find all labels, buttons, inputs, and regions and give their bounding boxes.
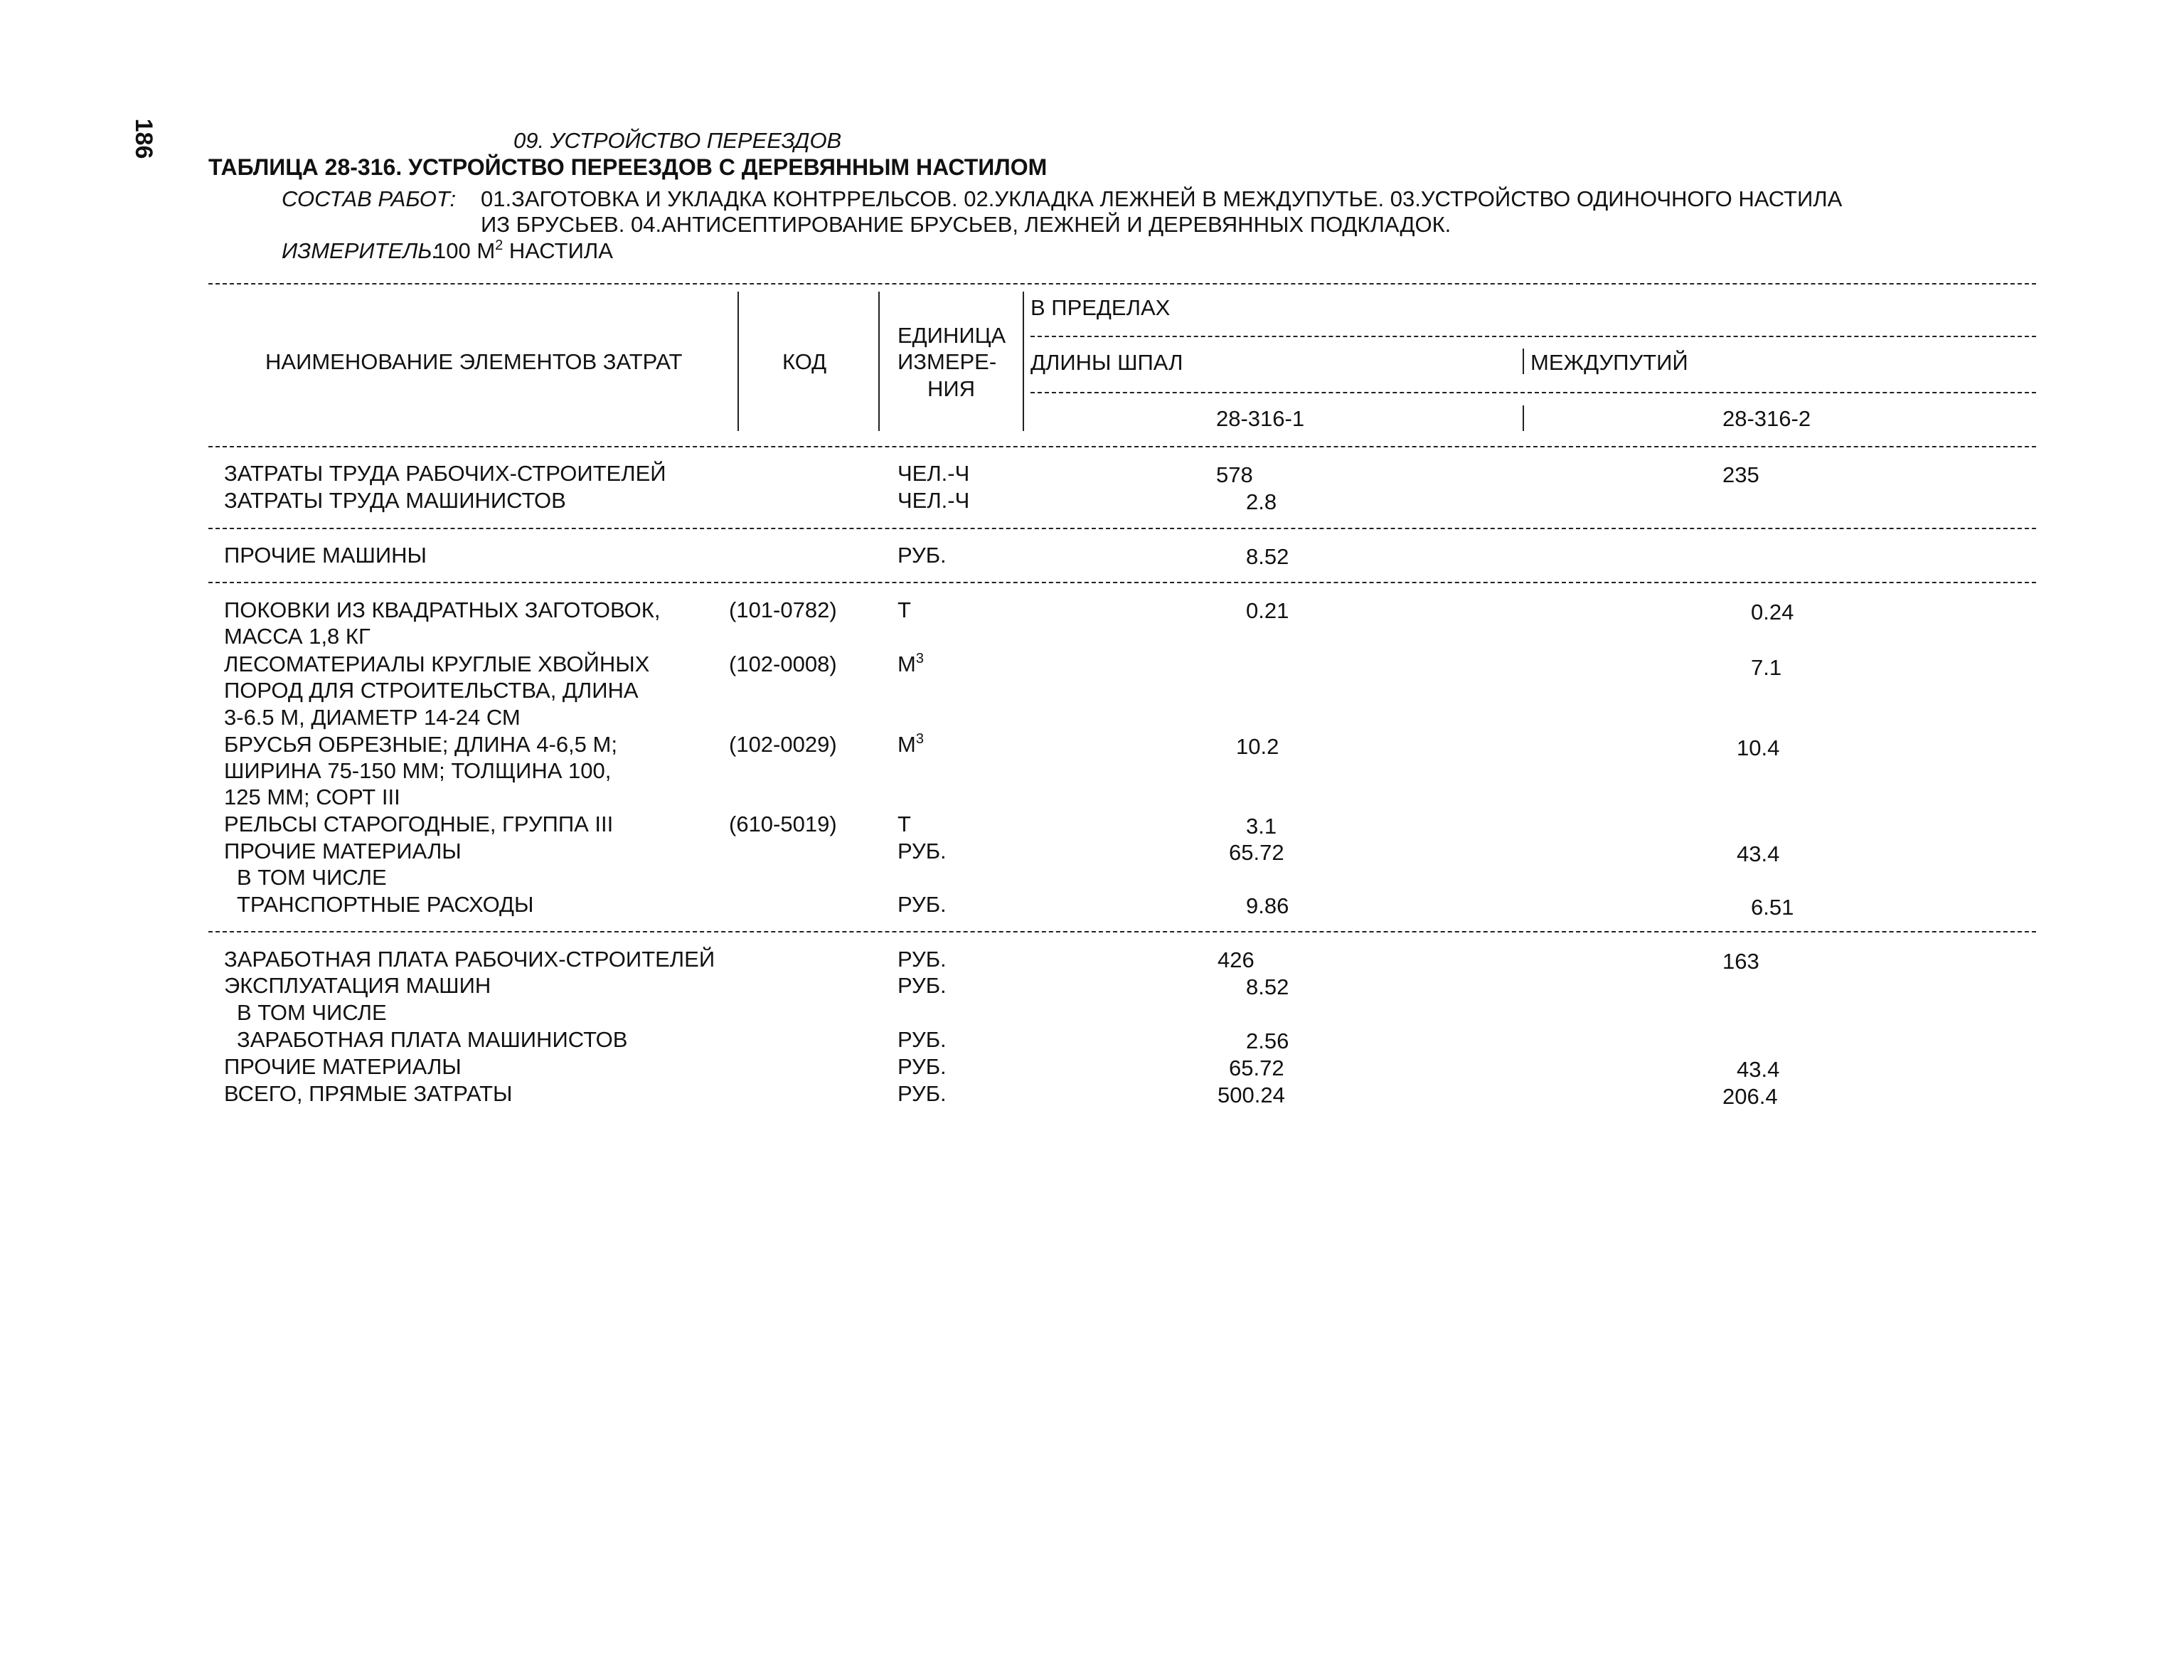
row-name: ПОКОВКИ ИЗ КВАДРАТНЫХ ЗАГОТОВОК,	[224, 597, 661, 622]
row-value-1: 3.1	[1246, 814, 1277, 839]
row-name-cont: 125 ММ; СОРТ III	[224, 785, 400, 809]
row-code: (101-0782)	[729, 597, 837, 622]
header-code-col: КОД	[782, 349, 827, 374]
row-name: ЭКСПЛУАТАЦИЯ МАШИН	[224, 973, 491, 998]
row-name: БРУСЬЯ ОБРЕЗНЫЕ; ДЛИНА 4-6,5 М;	[224, 732, 617, 757]
row-name: ЗАРАБОТНАЯ ПЛАТА МАШИНИСТОВ	[237, 1027, 628, 1052]
row-name-cont: 3-6.5 М, ДИАМЕТР 14-24 СМ	[224, 705, 521, 730]
row-unit: РУБ.	[897, 1081, 947, 1106]
header-unit-line-1: ЕДИНИЦА	[897, 323, 1006, 348]
table-top-rule	[208, 283, 2036, 285]
row-value-2: 206.4	[1722, 1084, 1778, 1109]
row-value-1: 426	[1218, 947, 1255, 972]
header-divider-unit-values	[1023, 292, 1024, 431]
row-value-1: 10.2	[1236, 734, 1279, 759]
header-sub-between-tracks: МЕЖДУПУТИЙ	[1530, 350, 1688, 375]
section-rule	[208, 582, 2036, 583]
row-name: ЛЕСОМАТЕРИАЛЫ КРУГЛЫЕ ХВОЙНЫХ	[224, 652, 650, 676]
header-rule-1	[1030, 336, 2036, 337]
header-divider-sub	[1523, 349, 1524, 374]
row-unit: Т	[897, 812, 911, 836]
row-value-1: 578	[1216, 462, 1253, 487]
header-rule-2	[1030, 392, 2036, 393]
row-name: ЗАРАБОТНАЯ ПЛАТА РАБОЧИХ-СТРОИТЕЛЕЙ	[224, 947, 715, 972]
row-value-1: 0.21	[1246, 598, 1289, 623]
row-name-cont: МАССА 1,8 КГ	[224, 624, 371, 649]
header-divider-code-unit	[878, 292, 880, 431]
row-value-1: 65.72	[1229, 840, 1284, 865]
header-divider-name-code	[737, 292, 739, 431]
header-bottom-rule	[208, 446, 2036, 447]
composition-label: СОСТАВ РАБОТ:	[282, 186, 457, 211]
row-unit: РУБ.	[897, 1054, 947, 1079]
row-name: ЗАТРАТЫ ТРУДА РАБОЧИХ-СТРОИТЕЛЕЙ	[224, 461, 666, 486]
section-title: 09. УСТРОЙСТВО ПЕРЕЕЗДОВ	[513, 128, 842, 153]
header-code-1: 28-316-1	[1216, 406, 1305, 431]
row-unit: РУБ.	[897, 892, 947, 917]
header-within: В ПРЕДЕЛАХ	[1030, 295, 1171, 320]
row-value-1: 8.52	[1246, 544, 1289, 569]
row-name-cont: ПОРОД ДЛЯ СТРОИТЕЛЬСТВА, ДЛИНА	[224, 678, 639, 703]
row-value-1: 65.72	[1229, 1056, 1284, 1080]
composition-line-2: ИЗ БРУСЬЕВ. 04.АНТИСЕПТИРОВАНИЕ БРУСЬЕВ, ЛЕЖНЕЙ И ДЕРЕВЯННЫХ ПОДКЛАДОК.	[481, 212, 1451, 237]
header-sub-sleepers: ДЛИНЫ ШПАЛ	[1030, 350, 1183, 375]
meter-label: ИЗМЕРИТЕЛЬ:	[282, 238, 439, 263]
row-unit: РУБ.	[897, 973, 947, 998]
header-unit-line-2: ИЗМЕРЕ-	[897, 349, 997, 374]
row-unit: ЧЕЛ.-Ч	[897, 461, 970, 486]
row-value-2: 0.24	[1751, 600, 1794, 624]
row-name: ПРОЧИЕ МАТЕРИАЛЫ	[224, 839, 462, 863]
row-value-1: 500.24	[1218, 1083, 1285, 1107]
row-name: ВСЕГО, ПРЯМЫЕ ЗАТРАТЫ	[224, 1081, 513, 1106]
row-value-1: 2.8	[1246, 489, 1277, 514]
row-unit: РУБ.	[897, 1027, 947, 1052]
page-number: 186	[130, 118, 157, 159]
row-value-2: 10.4	[1737, 735, 1780, 760]
row-value-2: 7.1	[1751, 655, 1782, 680]
header-unit-line-3: НИЯ	[927, 376, 976, 401]
header-name-col: НАИМЕНОВАНИЕ ЭЛЕМЕНТОВ ЗАТРАТ	[265, 349, 683, 374]
section-rule	[208, 528, 2036, 529]
row-value-1: 2.56	[1246, 1028, 1289, 1053]
row-code: (610-5019)	[729, 812, 837, 836]
header-code-2: 28-316-2	[1722, 406, 1811, 431]
row-value-1: 8.52	[1246, 974, 1289, 999]
header-divider-codes	[1523, 405, 1524, 431]
row-unit: РУБ.	[897, 543, 947, 568]
composition-line-1: 01.ЗАГОТОВКА И УКЛАДКА КОНТРРЕЛЬСОВ. 02.УКЛАДКА ЛЕЖНЕЙ В МЕЖДУПУТЬЕ. 03.УСТРОЙСТВО ОДИНОЧНОГО НАСТИЛА	[481, 186, 1843, 211]
row-value-2: 235	[1722, 462, 1759, 487]
row-name-sub: В ТОМ ЧИСЛЕ	[237, 1000, 387, 1025]
row-name-cont: ШИРИНА 75-150 ММ; ТОЛЩИНА 100,	[224, 758, 612, 783]
row-value-2: 163	[1722, 949, 1759, 974]
row-name: ТРАНСПОРТНЫЕ РАСХОДЫ	[237, 892, 534, 917]
row-name: ПРОЧИЕ МАТЕРИАЛЫ	[224, 1054, 462, 1079]
row-unit: ЧЕЛ.-Ч	[897, 488, 970, 513]
row-value-2: 6.51	[1751, 895, 1794, 920]
row-code: (102-0029)	[729, 732, 837, 757]
row-unit: Т	[897, 597, 911, 622]
table-title: ТАБЛИЦА 28-316. УСТРОЙСТВО ПЕРЕЕЗДОВ С ДЕРЕВЯННЫМ НАСТИЛОМ	[208, 154, 1048, 180]
row-name-sub: В ТОМ ЧИСЛЕ	[237, 865, 387, 890]
row-unit: $М^3$	[897, 651, 924, 676]
row-value-1: 9.86	[1246, 893, 1289, 918]
row-name: ПРОЧИЕ МАШИНЫ	[224, 543, 427, 568]
row-value-2: 43.4	[1737, 841, 1780, 866]
row-unit: РУБ.	[897, 947, 947, 972]
row-code: (102-0008)	[729, 652, 837, 676]
section-rule	[208, 931, 2036, 932]
row-value-2: 43.4	[1737, 1057, 1780, 1082]
row-name: РЕЛЬСЫ СТАРОГОДНЫЕ, ГРУППА III	[224, 812, 614, 836]
row-unit: $М^3$	[897, 731, 924, 757]
meter-value: 100 $М^2$ НАСТИЛА	[434, 238, 613, 263]
row-unit: РУБ.	[897, 839, 947, 863]
row-name: ЗАТРАТЫ ТРУДА МАШИНИСТОВ	[224, 488, 566, 513]
